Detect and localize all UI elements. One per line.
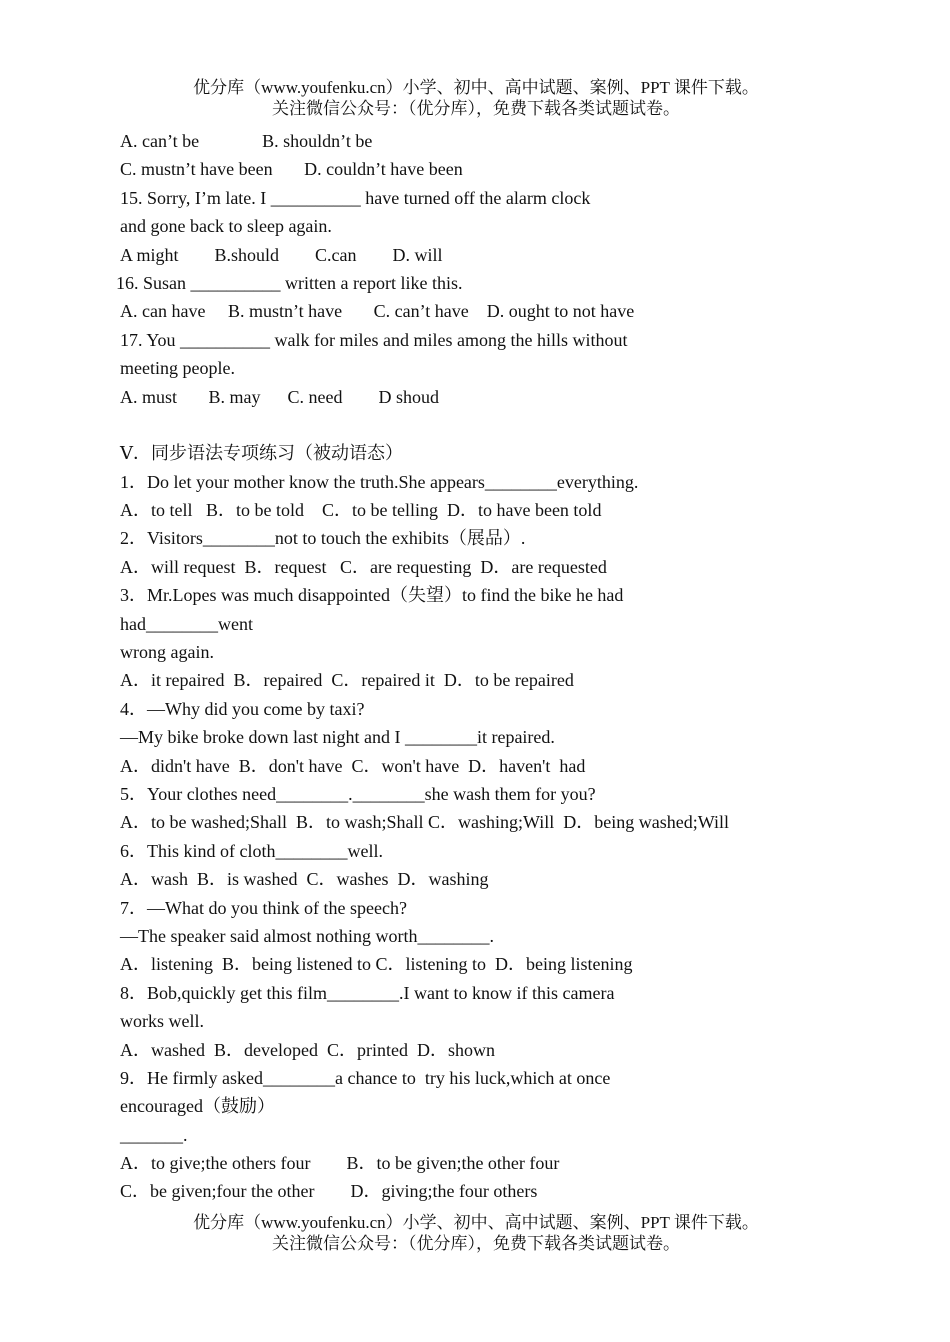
text-line: Ⅴ．同步语法专项练习（被动语态） — [120, 443, 403, 464]
text-line: 2．Visitors________not to touch the exhibits（展品）. — [120, 528, 526, 549]
text-line: 5．Your clothes need________.________she wash them for you? — [120, 783, 596, 804]
text-line: A．washed B．developed C．printed D．shown — [120, 1039, 495, 1060]
text-line: —The speaker said almost nothing worth________. — [120, 925, 494, 946]
text-line: had________went — [120, 613, 253, 634]
text-line — [120, 411, 840, 439]
text-line: A．to give;the others four B．to be given;the other four — [120, 1153, 560, 1174]
text-line: A. must B. may C. need D shoud — [120, 386, 439, 407]
text-line: meeting people. — [120, 358, 235, 379]
text-line: A．will request B．request C．are requesting D．are requested — [120, 556, 607, 577]
text-line: encouraged（鼓励） — [120, 1096, 275, 1117]
text-line: A．to be washed;Shall B．to wash;Shall C．washing;Will D．being washed;Will — [120, 812, 729, 833]
text-line: 16. Susan __________ written a report like this. — [116, 272, 463, 293]
text-line: A. can’t be B. shouldn’t be — [120, 131, 373, 151]
text-line: A．didn't have B．don't have C．won't have D．haven't had — [120, 755, 586, 776]
text-line: works well. — [120, 1011, 204, 1032]
footer-banner — [0, 1212, 950, 1254]
text-line: C. mustn’t have been D. couldn’t have been — [120, 159, 463, 180]
text-line: A might B.should C.can D. will — [120, 244, 443, 265]
text-line: 8．Bob,quickly get this film________.I want to know if this camera — [120, 982, 615, 1003]
text-line: A．to tell B．to be told C．to be telling D．to have been told — [120, 500, 602, 521]
text-line: 3．Mr.Lopes was much disappointed（失望）to find the bike he had — [120, 585, 624, 606]
text-line: 15. Sorry, I’m late. I __________ have turned off the alarm clock — [120, 187, 591, 208]
text-line: 4．—Why did you come by taxi? — [120, 698, 365, 719]
header-line-2: 关注微信公众号：（优分库），免费下载各类试题试卷。 — [272, 99, 680, 118]
text-line: 1．Do let your mother know the truth.She appears________everything. — [120, 471, 639, 492]
header-line-1: 优分库（www.youfenku.cn）小学、初中、高中试题、案例、PPT 课件下载。 — [193, 78, 759, 97]
header-banner — [0, 77, 950, 119]
text-line: A．wash B．is washed C．washes D．washing — [120, 869, 489, 890]
text-line: C．be given;four the other D．giving;the four others — [120, 1181, 538, 1202]
text-line: _______. — [120, 1124, 188, 1145]
text-line: wrong again. — [120, 642, 214, 663]
text-line: 9．He firmly asked________a chance to try his luck,which at once — [120, 1067, 611, 1088]
exercise-content — [116, 127, 840, 1206]
footer-line-2: 关注微信公众号：（优分库），免费下载各类试题试卷。 — [272, 1234, 680, 1253]
text-line: A．listening B．being listened to C．listening to D．being listening — [120, 954, 633, 975]
text-line: 17. You __________ walk for miles and miles among the hills without — [120, 329, 628, 350]
text-line: A．it repaired B．repaired C．repaired it D．to be repaired — [120, 670, 574, 691]
text-line: 7．—What do you think of the speech? — [120, 897, 407, 918]
text-line: 6．This kind of cloth________well. — [120, 840, 383, 861]
text-line: A. can have B. mustn’t have C. can’t have D. ought to not have — [120, 301, 635, 322]
footer-line-1: 优分库（www.youfenku.cn）小学、初中、高中试题、案例、PPT 课件下载。 — [193, 1213, 759, 1232]
text-line: —My bike broke down last night and I ________it repaired. — [120, 727, 555, 748]
text-line: and gone back to sleep again. — [120, 216, 332, 237]
